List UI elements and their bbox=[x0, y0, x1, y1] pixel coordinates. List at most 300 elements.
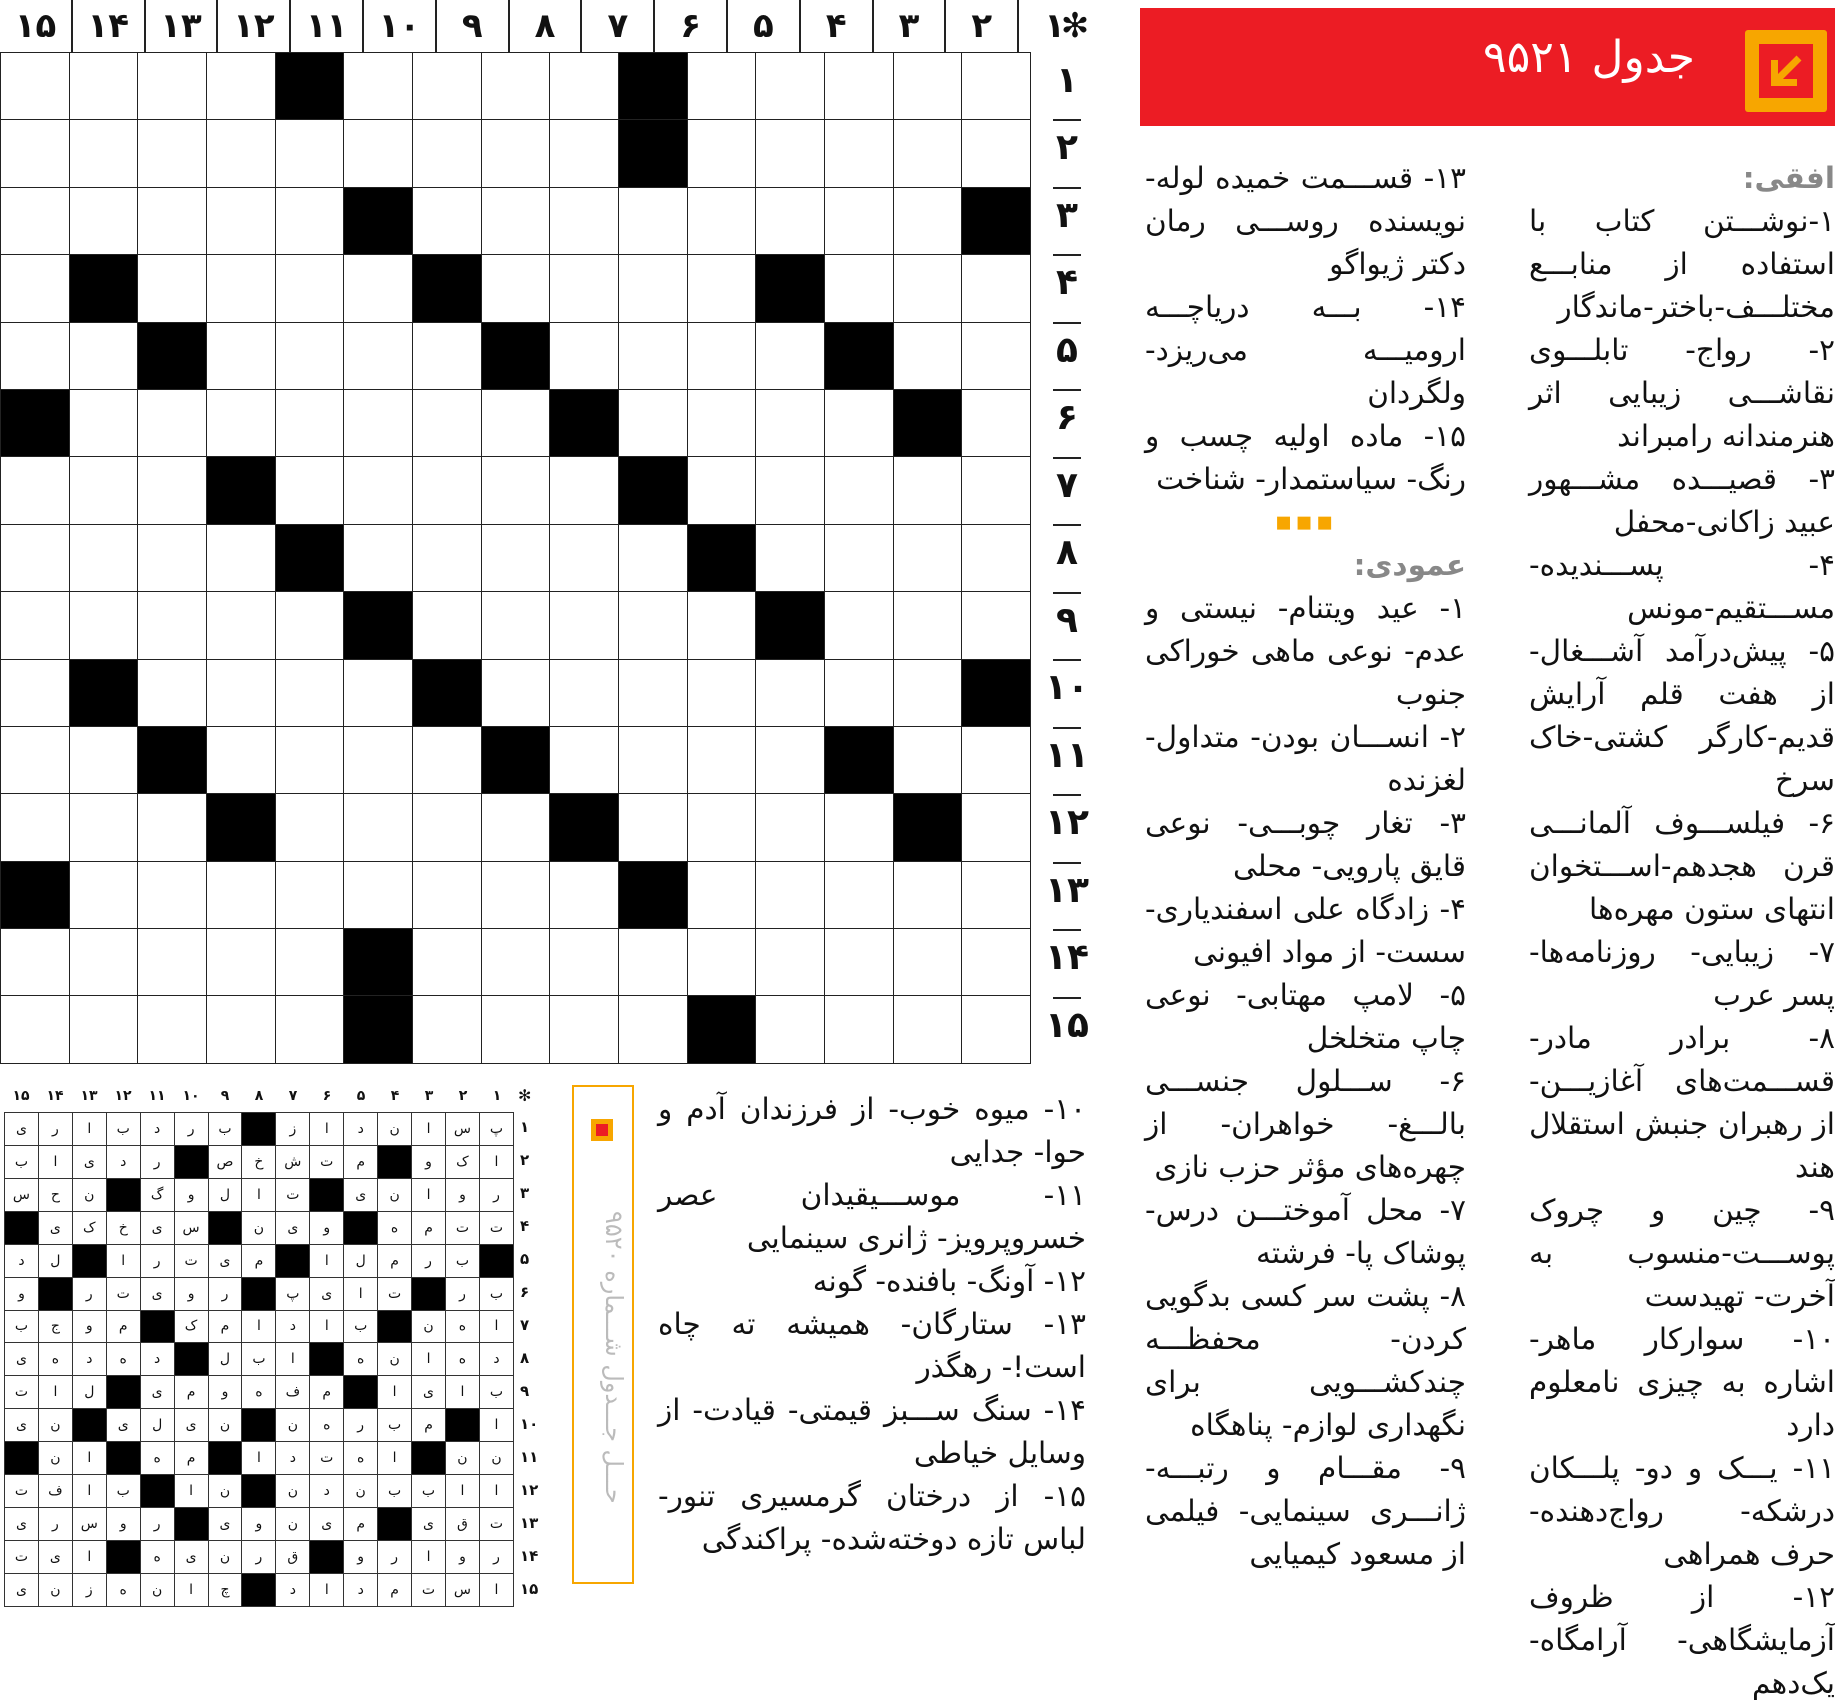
grid-cell-r15-c3[interactable] bbox=[824, 996, 893, 1064]
across-clues-col-1 bbox=[1529, 157, 1835, 1705]
grid-row bbox=[1, 794, 1031, 861]
grid-cell-r15-c5[interactable] bbox=[687, 996, 756, 1064]
grid-cell-r15-c11[interactable] bbox=[275, 996, 344, 1064]
grid-cell-r14-c11[interactable] bbox=[275, 929, 344, 996]
grid-cell-r1-c3[interactable] bbox=[824, 53, 893, 120]
solution-cell: ی bbox=[38, 1211, 72, 1244]
grid-cell-r4-c5[interactable] bbox=[687, 255, 756, 322]
grid-cell-r4-c13[interactable] bbox=[138, 255, 207, 322]
grid-cell-r6-c4[interactable] bbox=[756, 389, 825, 456]
grid-cell-r12-c5[interactable] bbox=[687, 794, 756, 861]
solution-row-number: ۱۵ bbox=[520, 1580, 539, 1598]
grid-cell-r10-c1[interactable] bbox=[962, 659, 1031, 726]
across-clue-8: ۸- برادر مادر- قســـمت‌های آغازیـــن- از رهبران جنبش استقلال هند bbox=[1529, 1021, 1835, 1184]
grid-cell-r1-c13[interactable] bbox=[138, 53, 207, 120]
solution-cell: م bbox=[208, 1310, 242, 1343]
grid-cell-r9-c7[interactable] bbox=[550, 592, 619, 659]
grid-cell-r15-c10[interactable] bbox=[344, 996, 413, 1064]
solution-cell: ه bbox=[378, 1211, 412, 1244]
grid-cell-r1-c6[interactable] bbox=[618, 53, 687, 120]
grid-cell-r13-c2[interactable] bbox=[893, 861, 962, 928]
grid-cell-r9-c14[interactable] bbox=[69, 592, 138, 659]
grid-cell-r14-c8[interactable] bbox=[481, 929, 550, 996]
solution-cell: م bbox=[378, 1573, 412, 1606]
row-divider bbox=[1053, 794, 1081, 796]
solution-cell: ک bbox=[445, 1145, 479, 1178]
grid-cell-r9-c12[interactable] bbox=[206, 592, 275, 659]
column-number: ۳ bbox=[872, 0, 945, 52]
grid-cell-r1-c5[interactable] bbox=[687, 53, 756, 120]
grid-cell-r5-c1[interactable] bbox=[962, 322, 1031, 389]
grid-cell-r1-c15[interactable] bbox=[1, 53, 70, 120]
grid-cell-r15-c15[interactable] bbox=[1, 996, 70, 1064]
grid-cell-r11-c12[interactable] bbox=[206, 726, 275, 793]
grid-cell-r2-c8[interactable] bbox=[481, 120, 550, 187]
solution-star-icon: ✻ bbox=[518, 1086, 532, 1105]
grid-cell-r2-c1[interactable] bbox=[962, 120, 1031, 187]
grid-cell-r15-c13[interactable] bbox=[138, 996, 207, 1064]
grid-cell-r7-c6[interactable] bbox=[618, 457, 687, 524]
grid-cell-r13-c8[interactable] bbox=[481, 861, 550, 928]
grid-cell-r2-c9[interactable] bbox=[412, 120, 481, 187]
grid-cell-r11-c14[interactable] bbox=[69, 726, 138, 793]
grid-cell-r14-c14[interactable] bbox=[69, 929, 138, 996]
grid-cell-r14-c9[interactable] bbox=[412, 929, 481, 996]
grid-cell-r7-c8[interactable] bbox=[481, 457, 550, 524]
grid-cell-r14-c6[interactable] bbox=[618, 929, 687, 996]
grid-cell-r2-c14[interactable] bbox=[69, 120, 138, 187]
grid-cell-r1-c8[interactable] bbox=[481, 53, 550, 120]
grid-cell-r7-c7[interactable] bbox=[550, 457, 619, 524]
across-clue-12: ۱۲- از ظروف آزمایشگاهی- آرامگاه- یک‌دهم bbox=[1529, 1580, 1835, 1700]
solution-black-cell bbox=[242, 1113, 276, 1146]
grid-cell-r14-c7[interactable] bbox=[550, 929, 619, 996]
row-divider bbox=[1053, 524, 1081, 526]
grid-cell-r7-c14[interactable] bbox=[69, 457, 138, 524]
grid-cell-r3-c8[interactable] bbox=[481, 187, 550, 254]
solution-cell: ی bbox=[5, 1409, 39, 1442]
grid-cell-r7-c15[interactable] bbox=[1, 457, 70, 524]
grid-cell-r5-c14[interactable] bbox=[69, 322, 138, 389]
grid-cell-r9-c15[interactable] bbox=[1, 592, 70, 659]
solution-cell: ن bbox=[72, 1178, 106, 1211]
grid-cell-r12-c15[interactable] bbox=[1, 794, 70, 861]
grid-cell-r11-c15[interactable] bbox=[1, 726, 70, 793]
grid-cell-r3-c11[interactable] bbox=[275, 187, 344, 254]
grid-cell-r14-c4[interactable] bbox=[756, 929, 825, 996]
grid-cell-r14-c1[interactable] bbox=[962, 929, 1031, 996]
solution-cell: ق bbox=[276, 1540, 310, 1573]
solution-cell: خ bbox=[242, 1145, 276, 1178]
grid-cell-r4-c3[interactable] bbox=[824, 255, 893, 322]
grid-cell-r1-c7[interactable] bbox=[550, 53, 619, 120]
down-clue-5: ۵- لامپ مهتابی- نوعی چاپ متخلخل bbox=[1145, 978, 1466, 1055]
grid-cell-r9-c4[interactable] bbox=[756, 592, 825, 659]
solution-black-cell bbox=[412, 1442, 446, 1475]
solution-cell: ی bbox=[344, 1178, 378, 1211]
grid-cell-r13-c10[interactable] bbox=[344, 861, 413, 928]
grid-cell-r15-c8[interactable] bbox=[481, 996, 550, 1064]
grid-cell-r12-c12[interactable] bbox=[206, 794, 275, 861]
grid-cell-r4-c4[interactable] bbox=[756, 255, 825, 322]
grid-cell-r10-c3[interactable] bbox=[824, 659, 893, 726]
grid-cell-r5-c15[interactable] bbox=[1, 322, 70, 389]
solution-column-number: ۱۵ bbox=[12, 1088, 30, 1104]
grid-cell-r6-c5[interactable] bbox=[687, 389, 756, 456]
solution-black-cell bbox=[242, 1475, 276, 1508]
grid-cell-r5-c10[interactable] bbox=[344, 322, 413, 389]
grid-cell-r5-c9[interactable] bbox=[412, 322, 481, 389]
grid-cell-r3-c9[interactable] bbox=[412, 187, 481, 254]
grid-cell-r7-c3[interactable] bbox=[824, 457, 893, 524]
grid-cell-r4-c2[interactable] bbox=[893, 255, 962, 322]
grid-cell-r5-c7[interactable] bbox=[550, 322, 619, 389]
solution-cell: ر bbox=[140, 1244, 174, 1277]
solution-label: حـــل جـــدول شـــماره ۹۵۲۰ bbox=[600, 1210, 628, 1504]
grid-cell-r3-c4[interactable] bbox=[756, 187, 825, 254]
solution-cell: ل bbox=[344, 1244, 378, 1277]
grid-cell-r10-c10[interactable] bbox=[344, 659, 413, 726]
grid-cell-r10-c15[interactable] bbox=[1, 659, 70, 726]
grid-cell-r11-c1[interactable] bbox=[962, 726, 1031, 793]
solution-cell: س bbox=[445, 1113, 479, 1146]
grid-cell-r12-c2[interactable] bbox=[893, 794, 962, 861]
grid-cell-r9-c13[interactable] bbox=[138, 592, 207, 659]
grid-cell-r2-c13[interactable] bbox=[138, 120, 207, 187]
solution-cell: ی bbox=[310, 1508, 344, 1541]
grid-cell-r4-c10[interactable] bbox=[344, 255, 413, 322]
solution-cell: ن bbox=[378, 1343, 412, 1376]
grid-cell-r12-c8[interactable] bbox=[481, 794, 550, 861]
grid-cell-r1-c4[interactable] bbox=[756, 53, 825, 120]
grid-cell-r10-c5[interactable] bbox=[687, 659, 756, 726]
grid-cell-r3-c10[interactable] bbox=[344, 187, 413, 254]
grid-cell-r12-c4[interactable] bbox=[756, 794, 825, 861]
solution-row bbox=[5, 1113, 514, 1146]
grid-cell-r11-c6[interactable] bbox=[618, 726, 687, 793]
grid-cell-r13-c14[interactable] bbox=[69, 861, 138, 928]
down-clue-4: ۴- زادگاه علی اسفندیاری- سست- از مواد افیونی bbox=[1145, 892, 1466, 969]
solution-black-cell bbox=[5, 1211, 39, 1244]
row-divider bbox=[1053, 659, 1081, 661]
row-number: ۹ bbox=[1056, 599, 1078, 641]
grid-cell-r6-c14[interactable] bbox=[69, 389, 138, 456]
grid-cell-r14-c3[interactable] bbox=[824, 929, 893, 996]
grid-cell-r5-c12[interactable] bbox=[206, 322, 275, 389]
grid-cell-r14-c12[interactable] bbox=[206, 929, 275, 996]
grid-cell-r3-c7[interactable] bbox=[550, 187, 619, 254]
grid-cell-r6-c10[interactable] bbox=[344, 389, 413, 456]
grid-cell-r8-c6[interactable] bbox=[618, 524, 687, 591]
grid-cell-r8-c11[interactable] bbox=[275, 524, 344, 591]
grid-cell-r6-c11[interactable] bbox=[275, 389, 344, 456]
solution-cell: ا bbox=[479, 1475, 513, 1508]
across-clue-3: ۳- قصیـــده مشـــهور عبید زاکانی-محفل bbox=[1529, 462, 1835, 539]
grid-cell-r13-c1[interactable] bbox=[962, 861, 1031, 928]
grid-cell-r1-c10[interactable] bbox=[344, 53, 413, 120]
column-number: ۶ bbox=[653, 0, 726, 52]
solution-cell: ا bbox=[479, 1310, 513, 1343]
grid-cell-r5-c3[interactable] bbox=[824, 322, 893, 389]
solution-column-numbers bbox=[4, 1088, 514, 1104]
grid-cell-r9-c3[interactable] bbox=[824, 592, 893, 659]
grid-cell-r9-c8[interactable] bbox=[481, 592, 550, 659]
solution-cell: ی bbox=[5, 1343, 39, 1376]
grid-cell-r1-c14[interactable] bbox=[69, 53, 138, 120]
solution-cell: ی bbox=[5, 1113, 39, 1146]
grid-cell-r15-c2[interactable] bbox=[893, 996, 962, 1064]
across-clue-10: ۱۰- سوارکار ماهر- اشاره به چیزی نامعلوم دارد bbox=[1529, 1322, 1835, 1442]
grid-cell-r11-c11[interactable] bbox=[275, 726, 344, 793]
grid-cell-r14-c13[interactable] bbox=[138, 929, 207, 996]
grid-cell-r10-c9[interactable] bbox=[412, 659, 481, 726]
row-divider bbox=[1053, 592, 1081, 594]
grid-cell-r9-c9[interactable] bbox=[412, 592, 481, 659]
grid-cell-r1-c9[interactable] bbox=[412, 53, 481, 120]
grid-cell-r15-c12[interactable] bbox=[206, 996, 275, 1064]
grid-cell-r9-c11[interactable] bbox=[275, 592, 344, 659]
grid-row bbox=[1, 187, 1031, 254]
grid-cell-r3-c3[interactable] bbox=[824, 187, 893, 254]
grid-cell-r11-c7[interactable] bbox=[550, 726, 619, 793]
grid-cell-r13-c7[interactable] bbox=[550, 861, 619, 928]
grid-cell-r15-c7[interactable] bbox=[550, 996, 619, 1064]
grid-cell-r10-c11[interactable] bbox=[275, 659, 344, 726]
grid-cell-r9-c5[interactable] bbox=[687, 592, 756, 659]
grid-cell-r7-c4[interactable] bbox=[756, 457, 825, 524]
grid-cell-r11-c3[interactable] bbox=[824, 726, 893, 793]
grid-cell-r12-c6[interactable] bbox=[618, 794, 687, 861]
grid-cell-r3-c14[interactable] bbox=[69, 187, 138, 254]
row-divider bbox=[1053, 389, 1081, 391]
grid-cell-r3-c2[interactable] bbox=[893, 187, 962, 254]
grid-cell-r2-c2[interactable] bbox=[893, 120, 962, 187]
grid-cell-r14-c10[interactable] bbox=[344, 929, 413, 996]
grid-cell-r3-c6[interactable] bbox=[618, 187, 687, 254]
grid-cell-r2-c3[interactable] bbox=[824, 120, 893, 187]
grid-cell-r5-c6[interactable] bbox=[618, 322, 687, 389]
solution-cell: ن bbox=[344, 1475, 378, 1508]
grid-cell-r11-c13[interactable] bbox=[138, 726, 207, 793]
grid-cell-r8-c15[interactable] bbox=[1, 524, 70, 591]
solution-cell: ا bbox=[445, 1475, 479, 1508]
grid-cell-r3-c5[interactable] bbox=[687, 187, 756, 254]
grid-cell-r2-c4[interactable] bbox=[756, 120, 825, 187]
grid-cell-r3-c15[interactable] bbox=[1, 187, 70, 254]
grid-cell-r12-c3[interactable] bbox=[824, 794, 893, 861]
solution-cell: ن bbox=[412, 1310, 446, 1343]
grid-cell-r8-c10[interactable] bbox=[344, 524, 413, 591]
grid-cell-r5-c11[interactable] bbox=[275, 322, 344, 389]
solution-cell: ز bbox=[276, 1113, 310, 1146]
solution-column-number: ۱ bbox=[492, 1088, 502, 1104]
grid-cell-r2-c11[interactable] bbox=[275, 120, 344, 187]
grid-cell-r12-c10[interactable] bbox=[344, 794, 413, 861]
row-number: ۱۵ bbox=[1045, 1004, 1089, 1046]
grid-cell-r10-c14[interactable] bbox=[69, 659, 138, 726]
solution-row bbox=[5, 1178, 514, 1211]
grid-cell-r13-c9[interactable] bbox=[412, 861, 481, 928]
solution-cell: ت bbox=[378, 1277, 412, 1310]
grid-cell-r6-c13[interactable] bbox=[138, 389, 207, 456]
grid-cell-r3-c12[interactable] bbox=[206, 187, 275, 254]
grid-cell-r11-c8[interactable] bbox=[481, 726, 550, 793]
grid-cell-r8-c2[interactable] bbox=[893, 524, 962, 591]
grid-cell-r2-c7[interactable] bbox=[550, 120, 619, 187]
solution-cell: د bbox=[276, 1442, 310, 1475]
grid-cell-r8-c5[interactable] bbox=[687, 524, 756, 591]
grid-cell-r13-c5[interactable] bbox=[687, 861, 756, 928]
grid-cell-r3-c1[interactable] bbox=[962, 187, 1031, 254]
grid-cell-r15-c14[interactable] bbox=[69, 996, 138, 1064]
grid-cell-r13-c11[interactable] bbox=[275, 861, 344, 928]
grid-cell-r5-c5[interactable] bbox=[687, 322, 756, 389]
grid-cell-r2-c6[interactable] bbox=[618, 120, 687, 187]
grid-cell-r9-c2[interactable] bbox=[893, 592, 962, 659]
grid-cell-r15-c6[interactable] bbox=[618, 996, 687, 1064]
grid-cell-r8-c1[interactable] bbox=[962, 524, 1031, 591]
grid-cell-r8-c12[interactable] bbox=[206, 524, 275, 591]
solution-cell: ر bbox=[174, 1113, 208, 1146]
grid-row bbox=[1, 120, 1031, 187]
grid-cell-r8-c13[interactable] bbox=[138, 524, 207, 591]
grid-cell-r2-c15[interactable] bbox=[1, 120, 70, 187]
grid-cell-r11-c4[interactable] bbox=[756, 726, 825, 793]
grid-cell-r1-c2[interactable] bbox=[893, 53, 962, 120]
grid-cell-r10-c12[interactable] bbox=[206, 659, 275, 726]
solution-cell: ی bbox=[5, 1573, 39, 1606]
grid-cell-r10-c7[interactable] bbox=[550, 659, 619, 726]
solution-row-number: ۷ bbox=[520, 1316, 530, 1334]
grid-cell-r12-c7[interactable] bbox=[550, 794, 619, 861]
grid-cell-r1-c12[interactable] bbox=[206, 53, 275, 120]
solution-cell: ب bbox=[208, 1113, 242, 1146]
grid-cell-r8-c9[interactable] bbox=[412, 524, 481, 591]
grid-cell-r6-c15[interactable] bbox=[1, 389, 70, 456]
solution-black-cell bbox=[208, 1442, 242, 1475]
grid-cell-r8-c4[interactable] bbox=[756, 524, 825, 591]
grid-cell-r6-c6[interactable] bbox=[618, 389, 687, 456]
grid-cell-r8-c8[interactable] bbox=[481, 524, 550, 591]
grid-cell-r8-c14[interactable] bbox=[69, 524, 138, 591]
solution-cell: ی bbox=[412, 1376, 446, 1409]
solution-cell: د bbox=[276, 1310, 310, 1343]
grid-cell-r7-c11[interactable] bbox=[275, 457, 344, 524]
grid-cell-r5-c4[interactable] bbox=[756, 322, 825, 389]
grid-cell-r6-c7[interactable] bbox=[550, 389, 619, 456]
grid-cell-r6-c8[interactable] bbox=[481, 389, 550, 456]
grid-cell-r2-c5[interactable] bbox=[687, 120, 756, 187]
grid-cell-r15-c4[interactable] bbox=[756, 996, 825, 1064]
grid-cell-r4-c12[interactable] bbox=[206, 255, 275, 322]
grid-cell-r5-c8[interactable] bbox=[481, 322, 550, 389]
grid-cell-r7-c1[interactable] bbox=[962, 457, 1031, 524]
grid-cell-r12-c13[interactable] bbox=[138, 794, 207, 861]
grid-cell-r7-c10[interactable] bbox=[344, 457, 413, 524]
grid-cell-r12-c9[interactable] bbox=[412, 794, 481, 861]
grid-cell-r7-c2[interactable] bbox=[893, 457, 962, 524]
grid-cell-r10-c13[interactable] bbox=[138, 659, 207, 726]
grid-cell-r6-c12[interactable] bbox=[206, 389, 275, 456]
solution-black-cell bbox=[106, 1178, 140, 1211]
grid-cell-r14-c5[interactable] bbox=[687, 929, 756, 996]
grid-cell-r10-c2[interactable] bbox=[893, 659, 962, 726]
grid-cell-r10-c6[interactable] bbox=[618, 659, 687, 726]
grid-cell-r4-c11[interactable] bbox=[275, 255, 344, 322]
grid-cell-r7-c12[interactable] bbox=[206, 457, 275, 524]
solution-cell: ی bbox=[38, 1540, 72, 1573]
grid-cell-r5-c13[interactable] bbox=[138, 322, 207, 389]
across-clue-6: ۶- فیلســـوف آلمانـــی قرن هجدهم-اســـتخوان انتهای ستون مهره‌ها bbox=[1529, 806, 1835, 926]
grid-cell-r7-c5[interactable] bbox=[687, 457, 756, 524]
grid-cell-r9-c6[interactable] bbox=[618, 592, 687, 659]
grid-cell-r11-c2[interactable] bbox=[893, 726, 962, 793]
grid-cell-r13-c4[interactable] bbox=[756, 861, 825, 928]
down-clue-7: ۷- محل آموختـــن درس- پوشاک پا- فرشته bbox=[1145, 1193, 1466, 1270]
solution-cell: ن bbox=[378, 1113, 412, 1146]
grid-cell-r15-c9[interactable] bbox=[412, 996, 481, 1064]
grid-cell-r10-c8[interactable] bbox=[481, 659, 550, 726]
grid-cell-r1-c1[interactable] bbox=[962, 53, 1031, 120]
grid-cell-r6-c1[interactable] bbox=[962, 389, 1031, 456]
grid-cell-r14-c2[interactable] bbox=[893, 929, 962, 996]
grid-cell-r13-c6[interactable] bbox=[618, 861, 687, 928]
solution-cell: و bbox=[174, 1277, 208, 1310]
grid-cell-r2-c12[interactable] bbox=[206, 120, 275, 187]
grid-cell-r12-c11[interactable] bbox=[275, 794, 344, 861]
solution-row bbox=[5, 1343, 514, 1376]
solution-row bbox=[5, 1145, 514, 1178]
grid-cell-r4-c9[interactable] bbox=[412, 255, 481, 322]
grid-cell-r4-c6[interactable] bbox=[618, 255, 687, 322]
grid-cell-r6-c9[interactable] bbox=[412, 389, 481, 456]
grid-cell-r8-c7[interactable] bbox=[550, 524, 619, 591]
grid-cell-r10-c4[interactable] bbox=[756, 659, 825, 726]
grid-cell-r13-c12[interactable] bbox=[206, 861, 275, 928]
grid-cell-r8-c3[interactable] bbox=[824, 524, 893, 591]
grid-cell-r12-c14[interactable] bbox=[69, 794, 138, 861]
grid-cell-r15-c1[interactable] bbox=[962, 996, 1031, 1064]
solution-cell: ر bbox=[72, 1277, 106, 1310]
grid-cell-r6-c2[interactable] bbox=[893, 389, 962, 456]
grid-cell-r11-c10[interactable] bbox=[344, 726, 413, 793]
grid-cell-r2-c10[interactable] bbox=[344, 120, 413, 187]
grid-cell-r4-c7[interactable] bbox=[550, 255, 619, 322]
grid-cell-r4-c1[interactable] bbox=[962, 255, 1031, 322]
grid-cell-r13-c13[interactable] bbox=[138, 861, 207, 928]
solution-black-cell bbox=[242, 1409, 276, 1442]
grid-cell-r4-c14[interactable] bbox=[69, 255, 138, 322]
grid-cell-r12-c1[interactable] bbox=[962, 794, 1031, 861]
grid-cell-r3-c13[interactable] bbox=[138, 187, 207, 254]
solution-cell: ه bbox=[140, 1442, 174, 1475]
grid-cell-r11-c5[interactable] bbox=[687, 726, 756, 793]
grid-cell-r4-c15[interactable] bbox=[1, 255, 70, 322]
grid-cell-r7-c13[interactable] bbox=[138, 457, 207, 524]
grid-cell-r9-c10[interactable] bbox=[344, 592, 413, 659]
grid-cell-r13-c3[interactable] bbox=[824, 861, 893, 928]
grid-cell-r7-c9[interactable] bbox=[412, 457, 481, 524]
grid-cell-r6-c3[interactable] bbox=[824, 389, 893, 456]
solution-cell: و bbox=[5, 1277, 39, 1310]
grid-cell-r14-c15[interactable] bbox=[1, 929, 70, 996]
grid-cell-r4-c8[interactable] bbox=[481, 255, 550, 322]
grid-cell-r1-c11[interactable] bbox=[275, 53, 344, 120]
grid-cell-r13-c15[interactable] bbox=[1, 861, 70, 928]
grid-cell-r9-c1[interactable] bbox=[962, 592, 1031, 659]
grid-cell-r5-c2[interactable] bbox=[893, 322, 962, 389]
grid-cell-r11-c9[interactable] bbox=[412, 726, 481, 793]
